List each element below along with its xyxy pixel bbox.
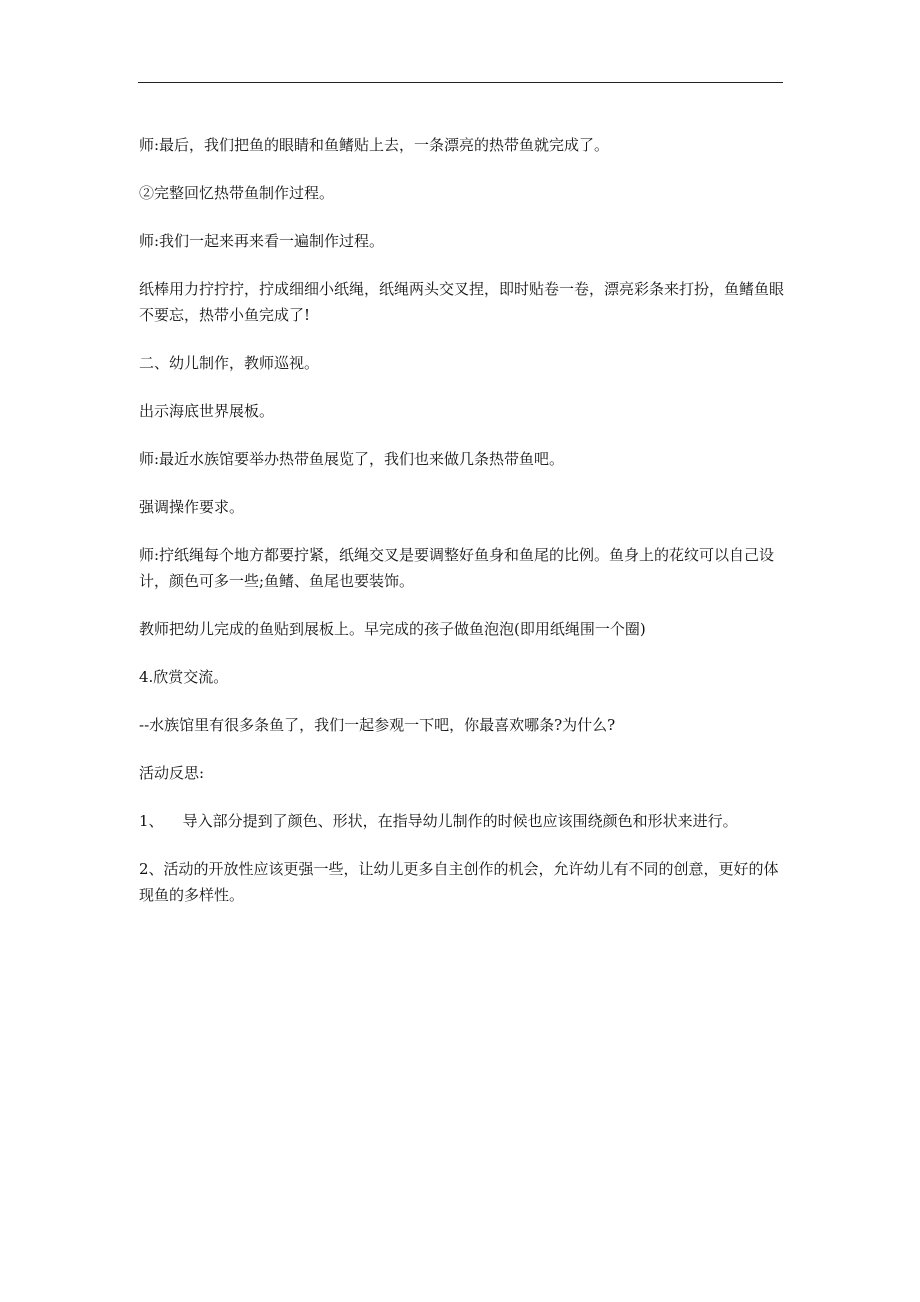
paragraph-12: --水族馆里有很多条鱼了，我们一起参观一下吧，你最喜欢哪条?为什么? [139,716,616,734]
paragraph-10: 教师把幼儿完成的鱼贴到展板上。早完成的孩子做鱼泡泡(即用纸绳围一个圈) [139,620,646,638]
paragraph-9: 师:拧纸绳每个地方都要拧紧，纸绳交叉是要调整好鱼身和鱼尾的比例。鱼身上的花纹可以自己设计，颜色可多一些;鱼鳍、鱼尾也要装饰。 [139,546,775,590]
paragraph-15: 2、活动的开放性应该更强一些，让幼儿更多自主创作的机会，允许幼儿有不同的创意，更好的体现鱼的多样性。 [139,860,779,904]
header-rule [138,82,783,83]
paragraph-6: 出示海底世界展板。 [139,402,275,420]
paragraph-13: 活动反思: [139,764,205,782]
paragraph-3: 师:我们一起来再来看一遍制作过程。 [139,232,385,250]
paragraph-14: 1、 导入部分提到了颜色、形状，在指导幼儿制作的时候也应该围绕颜色和形状来进行。 [139,812,738,830]
paragraph-5: 二、幼儿制作，教师巡视。 [139,354,320,372]
paragraph-1: 师:最后，我们把鱼的眼睛和鱼鳍贴上去，一条漂亮的热带鱼就完成了。 [139,136,610,154]
paragraph-4: 纸棒用力拧拧拧，拧成细细小纸绳，纸绳两头交叉捏，即时贴卷一卷，漂亮彩条来打扮，鱼鳍鱼眼不要忘，热带小鱼完成了! [139,280,785,324]
paragraph-7: 师:最近水族馆要举办热带鱼展览了，我们也来做几条热带鱼吧。 [139,450,565,468]
paragraph-2: ②完整回忆热带鱼制作过程。 [139,184,335,202]
paragraph-11: 4.欣赏交流。 [139,668,229,686]
document-body [139,132,787,930]
paragraph-8: 强调操作要求。 [139,498,245,516]
